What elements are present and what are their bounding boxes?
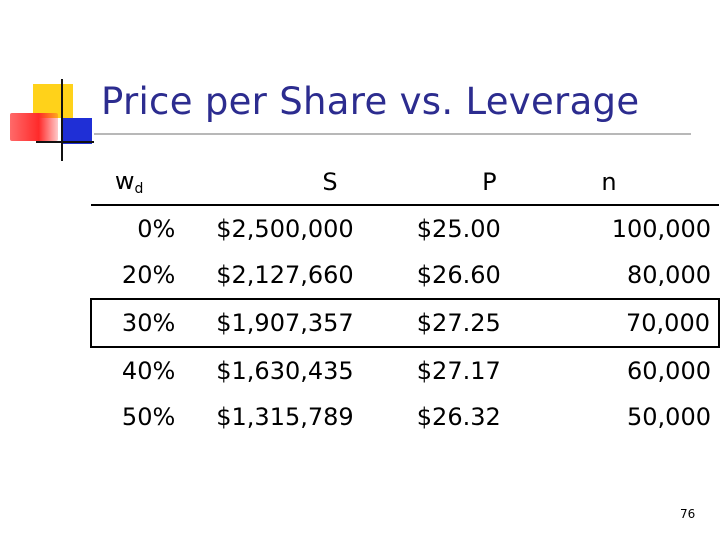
header-wd-subscript: d xyxy=(134,181,144,197)
slide-number: 76 xyxy=(680,507,696,521)
title-divider xyxy=(94,133,691,135)
cell-wd: 50% xyxy=(121,403,176,431)
header-wd xyxy=(91,160,179,205)
table-row xyxy=(91,252,719,299)
cell-s: $2,500,000 xyxy=(216,215,354,243)
logo-horizontal-line xyxy=(36,141,94,143)
cell-wd: 30% xyxy=(91,299,179,347)
header-n: n xyxy=(555,160,719,205)
cell-p: $26.32 xyxy=(416,403,501,431)
cell-n: 80,000 xyxy=(627,261,711,289)
header-wd-main: w xyxy=(114,167,135,195)
cell-n: 70,000 xyxy=(555,299,719,347)
table-row xyxy=(91,394,719,440)
cell-wd: 40% xyxy=(121,357,176,385)
table-row-highlighted xyxy=(91,299,719,347)
cell-p: $26.60 xyxy=(416,261,501,289)
cell-n: 60,000 xyxy=(627,357,711,385)
cell-s: $2,127,660 xyxy=(216,261,354,289)
cell-p: $27.17 xyxy=(416,357,501,385)
logo-red-bar xyxy=(10,113,58,141)
cell-wd: 20% xyxy=(121,261,176,289)
cell-s: $1,315,789 xyxy=(216,403,354,431)
cell-n: 100,000 xyxy=(611,215,711,243)
cell-s: $1,907,357 xyxy=(179,299,414,347)
cell-n: 50,000 xyxy=(627,403,711,431)
cell-wd: 0% xyxy=(137,215,176,243)
table-row xyxy=(91,347,719,394)
cell-p: $27.25 xyxy=(414,299,555,347)
slide-logo-graphic xyxy=(0,0,110,170)
leverage-table xyxy=(90,160,720,440)
logo-vertical-line xyxy=(61,79,63,161)
slide-title: Price per Share vs. Leverage xyxy=(101,80,640,123)
cell-p: $25.00 xyxy=(416,215,501,243)
header-s: S xyxy=(179,160,414,205)
cell-s: $1,630,435 xyxy=(216,357,354,385)
table-header-row xyxy=(91,160,719,205)
table-row xyxy=(91,205,719,252)
header-p: P xyxy=(414,160,555,205)
